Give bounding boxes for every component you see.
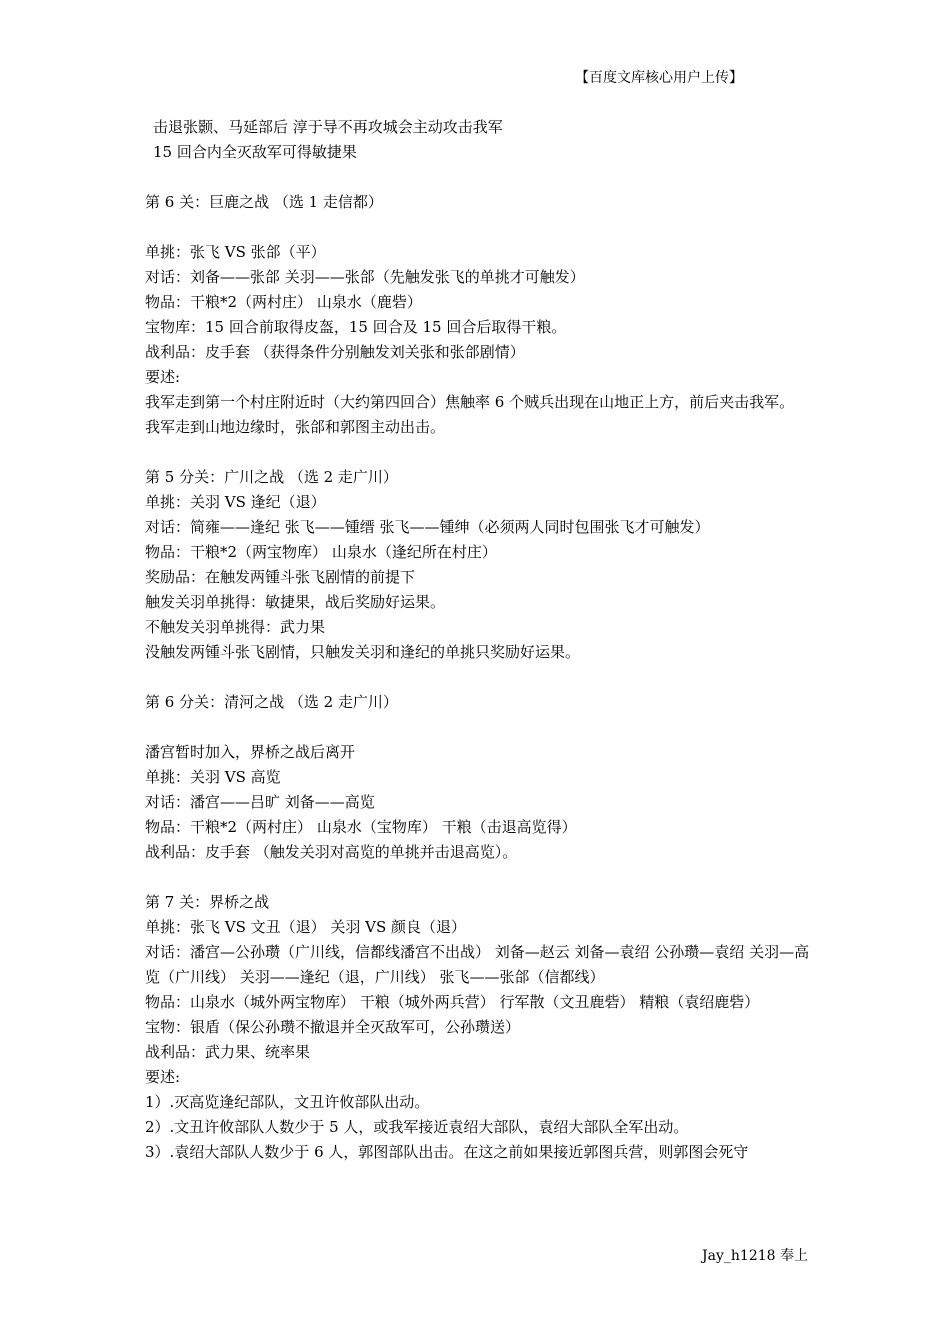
blank-line — [145, 165, 810, 190]
text-line: 不触发关羽单挑得：武力果 — [145, 618, 326, 636]
section-heading: 第 5 分关：广川之战 （选 2 走广川） — [145, 468, 398, 486]
text-line: 物品：干粮*2（两村庄） 山泉水（宝物库） 干粮（击退高览得） — [145, 818, 577, 836]
document-body — [145, 115, 810, 1165]
blank-line — [145, 715, 810, 740]
text-line: 物品：干粮*2（两宝物库） 山泉水（逢纪所在村庄） — [145, 543, 497, 561]
text-line: 单挑：关羽 VS 高览 — [145, 768, 281, 786]
blank-line — [145, 865, 810, 890]
text-line: 对话：潘宫——吕旷 刘备——高览 — [145, 793, 375, 811]
text-line: 要述: — [145, 1068, 181, 1086]
text-line: 战利品：皮手套 （获得条件分别触发刘关张和张郃剧情） — [145, 343, 525, 361]
blank-line — [145, 215, 810, 240]
text-line: 触发关羽单挑得：敏捷果，战后奖励好运果。 — [145, 593, 446, 611]
text-line: 对话：潘宫—公孙瓒（广川线，信都线潘宫不出战） 刘备—赵云 刘备—袁绍 公孙瓒—袁绍 关羽—高览（广川线） 关羽——逢纪（退，广川线） 张飞——张郃（信都线） — [145, 943, 810, 986]
section-heading: 第 6 关：巨鹿之战 （选 1 走信都） — [145, 193, 383, 211]
text-line: 15 回合内全灭敌军可得敏捷果 — [153, 143, 357, 161]
text-line: 单挑：关羽 VS 逢纪（退） — [145, 493, 326, 511]
text-line: 2）.文丑许攸部队人数少于 5 人，或我军接近袁绍大部队，袁绍大部队全军出动。 — [145, 1118, 689, 1136]
blank-line — [145, 665, 810, 690]
text-line: 没触发两锺斗张飞剧情，只触发关羽和逢纪的单挑只奖励好运果。 — [145, 643, 581, 661]
upload-header: 【百度文库核心用户上传】 — [575, 70, 743, 86]
text-line: 单挑：张飞 VS 张郃（平） — [145, 243, 326, 261]
section-heading: 第 7 关：界桥之战 — [145, 893, 270, 911]
text-line: 我军走到第一个村庄附近时（大约第四回合）焦触率 6 个贼兵出现在山地正上方，前后夹击我军。 — [145, 393, 795, 411]
text-line: 对话：刘备——张郃 关羽——张郃（先触发张飞的单挑才可触发） — [145, 268, 585, 286]
text-line: 3）.袁绍大部队人数少于 6 人，郭图部队出击。在这之前如果接近郭图兵营，则郭图会死守 — [145, 1143, 749, 1161]
text-line: 1）.灭高览逢纪部队，文丑许攸部队出动。 — [145, 1093, 430, 1111]
text-line: 物品：山泉水（城外两宝物库） 干粮（城外两兵营） 行军散（文丑鹿砦） 精粮（袁绍鹿砦） — [145, 993, 760, 1011]
text-line: 奖励品：在触发两锺斗张飞剧情的前提下 — [145, 568, 416, 586]
text-line: 宝物库：15 回合前取得皮盔，15 回合及 15 回合后取得干粮。 — [145, 318, 567, 336]
text-line: 战利品：武力果、统率果 — [145, 1043, 311, 1061]
uploader-footer: Jay_h1218 奉上 — [702, 1248, 808, 1264]
text-line: 战利品：皮手套 （触发关羽对高览的单挑并击退高览）。 — [145, 843, 518, 861]
text-line: 击退张颢、马延部后 淳于导不再攻城会主动攻击我军 — [153, 118, 503, 136]
text-line: 对话：简雍——逢纪 张飞——锺缙 张飞——锺绅（必须两人同时包围张飞才可触发） — [145, 518, 710, 536]
text-line: 宝物：银盾（保公孙瓒不撤退并全灭敌军可，公孙瓒送） — [145, 1018, 521, 1036]
text-line: 我军走到山地边缘时，张郃和郭图主动出击。 — [145, 418, 446, 436]
blank-line — [145, 440, 810, 465]
text-line: 单挑：张飞 VS 文丑（退） 关羽 VS 颜良（退） — [145, 918, 467, 936]
text-line: 潘宫暂时加入，界桥之战后离开 — [145, 743, 356, 761]
text-line: 物品：干粮*2（两村庄） 山泉水（鹿砦） — [145, 293, 422, 311]
text-line: 要述: — [145, 368, 181, 386]
section-heading: 第 6 分关：清河之战 （选 2 走广川） — [145, 693, 398, 711]
